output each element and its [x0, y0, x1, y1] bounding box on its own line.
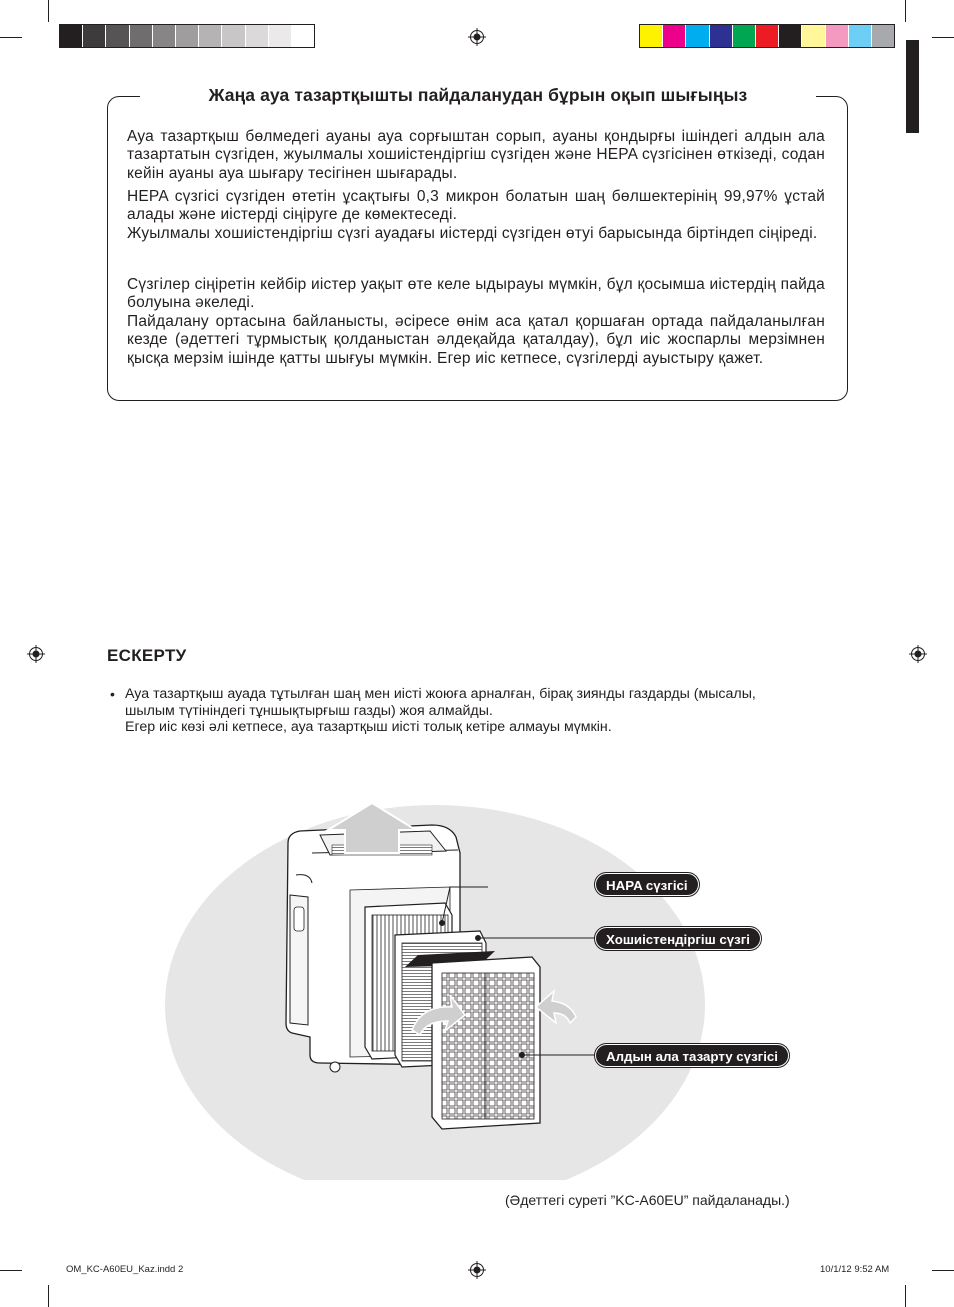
gray-swatch: [106, 25, 129, 47]
crop-mark: [48, 0, 49, 22]
gray-swatch: [83, 25, 106, 47]
crop-mark: [905, 1285, 906, 1307]
caution-text: [125, 686, 865, 736]
notice-paragraph: Ауа тазартқыш бөлмедегі ауаны ауа сорғыштан сорып, ауаны қондырғы ішіндегі алдын ала тазартатын сүзгіден, жуылмалы хошиістендіргіш сүзгіден және HEPA сүзгісінен өткізеді, содан кейін ауаны ауа шығару тесігінен шығарады.: [127, 128, 825, 182]
language-tab: [906, 40, 919, 133]
footnote: (Әдеттегі суреті ”KC-A60EU” пайдаланады.): [505, 1192, 790, 1208]
color-swatch: [733, 25, 756, 47]
notice-paragraph: Жуылмалы хошиістендіргіш сүзгі ауадағы иістерді сүзгіден өтуі барысында біртіндеп сіңіреді.: [127, 225, 818, 242]
caution-line: шылым түтініндегі тұншықтырғыш газды) жоя алмайды.: [125, 702, 493, 719]
gray-swatch: [176, 25, 199, 47]
filter-diagram: [160, 795, 860, 1180]
label-hepa-filter: HAPA сүзгісі: [595, 873, 699, 896]
color-swatch: [849, 25, 872, 47]
gray-swatch: [269, 25, 292, 47]
bullet: •: [110, 686, 115, 702]
crop-mark: [0, 37, 22, 38]
color-swatch: [826, 25, 849, 47]
gray-swatch: [246, 25, 269, 47]
label-deodorizing-filter: Хошиістендіргіш сүзгі: [595, 927, 761, 950]
crop-mark: [932, 1270, 954, 1271]
notice-title: Жаңа ауа тазартқышты пайдаланудан бұрын оқып шығыңыз: [208, 85, 748, 105]
registration-mark-icon: [468, 1261, 486, 1279]
file-slug: OM_KC-A60EU_Kaz.indd 2: [66, 1264, 184, 1275]
caution-heading: ЕСКЕРТУ: [107, 646, 187, 665]
color-swatch: [802, 25, 825, 47]
gray-swatch: [60, 25, 83, 47]
color-swatch: [686, 25, 709, 47]
label-pre-filter: Алдын ала тазарту сүзгісі: [595, 1044, 789, 1067]
crop-mark: [932, 37, 954, 38]
crop-mark: [905, 0, 906, 22]
color-bar: [639, 24, 895, 48]
grayscale-bar: [59, 24, 315, 48]
color-swatch: [640, 25, 663, 47]
color-swatch: [710, 25, 733, 47]
caution-line: Егер иіс көзі әлі кетпесе, ауа тазартқыш иісті толық кетіре алмауы мүмкін.: [125, 719, 612, 736]
color-swatch: [779, 25, 802, 47]
color-swatch: [756, 25, 779, 47]
gray-swatch: [153, 25, 176, 47]
registration-mark-icon: [909, 645, 927, 663]
registration-mark-icon: [27, 645, 45, 663]
date-slug: 10/1/12 9:52 AM: [820, 1264, 890, 1275]
notice-title-wrap: [140, 82, 816, 108]
color-swatch: [872, 25, 894, 47]
color-swatch: [663, 25, 686, 47]
registration-mark-icon: [468, 28, 486, 46]
crop-mark: [48, 1285, 49, 1307]
caution-line: Ауа тазартқыш ауада тұтылған шаң мен иісті жоюға арналған, бірақ зиянды газдарды (мысалы,: [125, 686, 756, 702]
gray-swatch: [292, 25, 314, 47]
gray-swatch: [130, 25, 153, 47]
notice-paragraph: Сүзгілер сіңіретін кейбір иістер уақыт өте келе ыдырауы мүмкін, бұл қосымша иістердің пайда болуына әкеледі.: [127, 276, 825, 312]
gray-swatch: [199, 25, 222, 47]
crop-mark: [0, 1270, 22, 1271]
notice-paragraph: Пайдалану ортасына байланысты, әсіресе өнім аса қатал қоршаған ортада пайдаланылған кезде (әдеттегі тұрмыстық қолданыстан әлдеқайда қаталдау), бұл иіс жоспарлы мерзімнен қысқа мерзім ішінде қатты шығуы мүмкін. Егер иіс кетпесе, сүзгілерді ауыстыру қажет.: [127, 313, 825, 367]
pre-filter: [432, 957, 540, 1129]
gray-swatch: [222, 25, 245, 47]
notice-paragraph: HEPA сүзгісі сүзгіден өтетін ұсақтығы 0,3 микрон болатын шаң бөлшектерінің 99,97% ұстай алады және иістерді сіңіруге де көмектеседі.: [127, 188, 825, 224]
